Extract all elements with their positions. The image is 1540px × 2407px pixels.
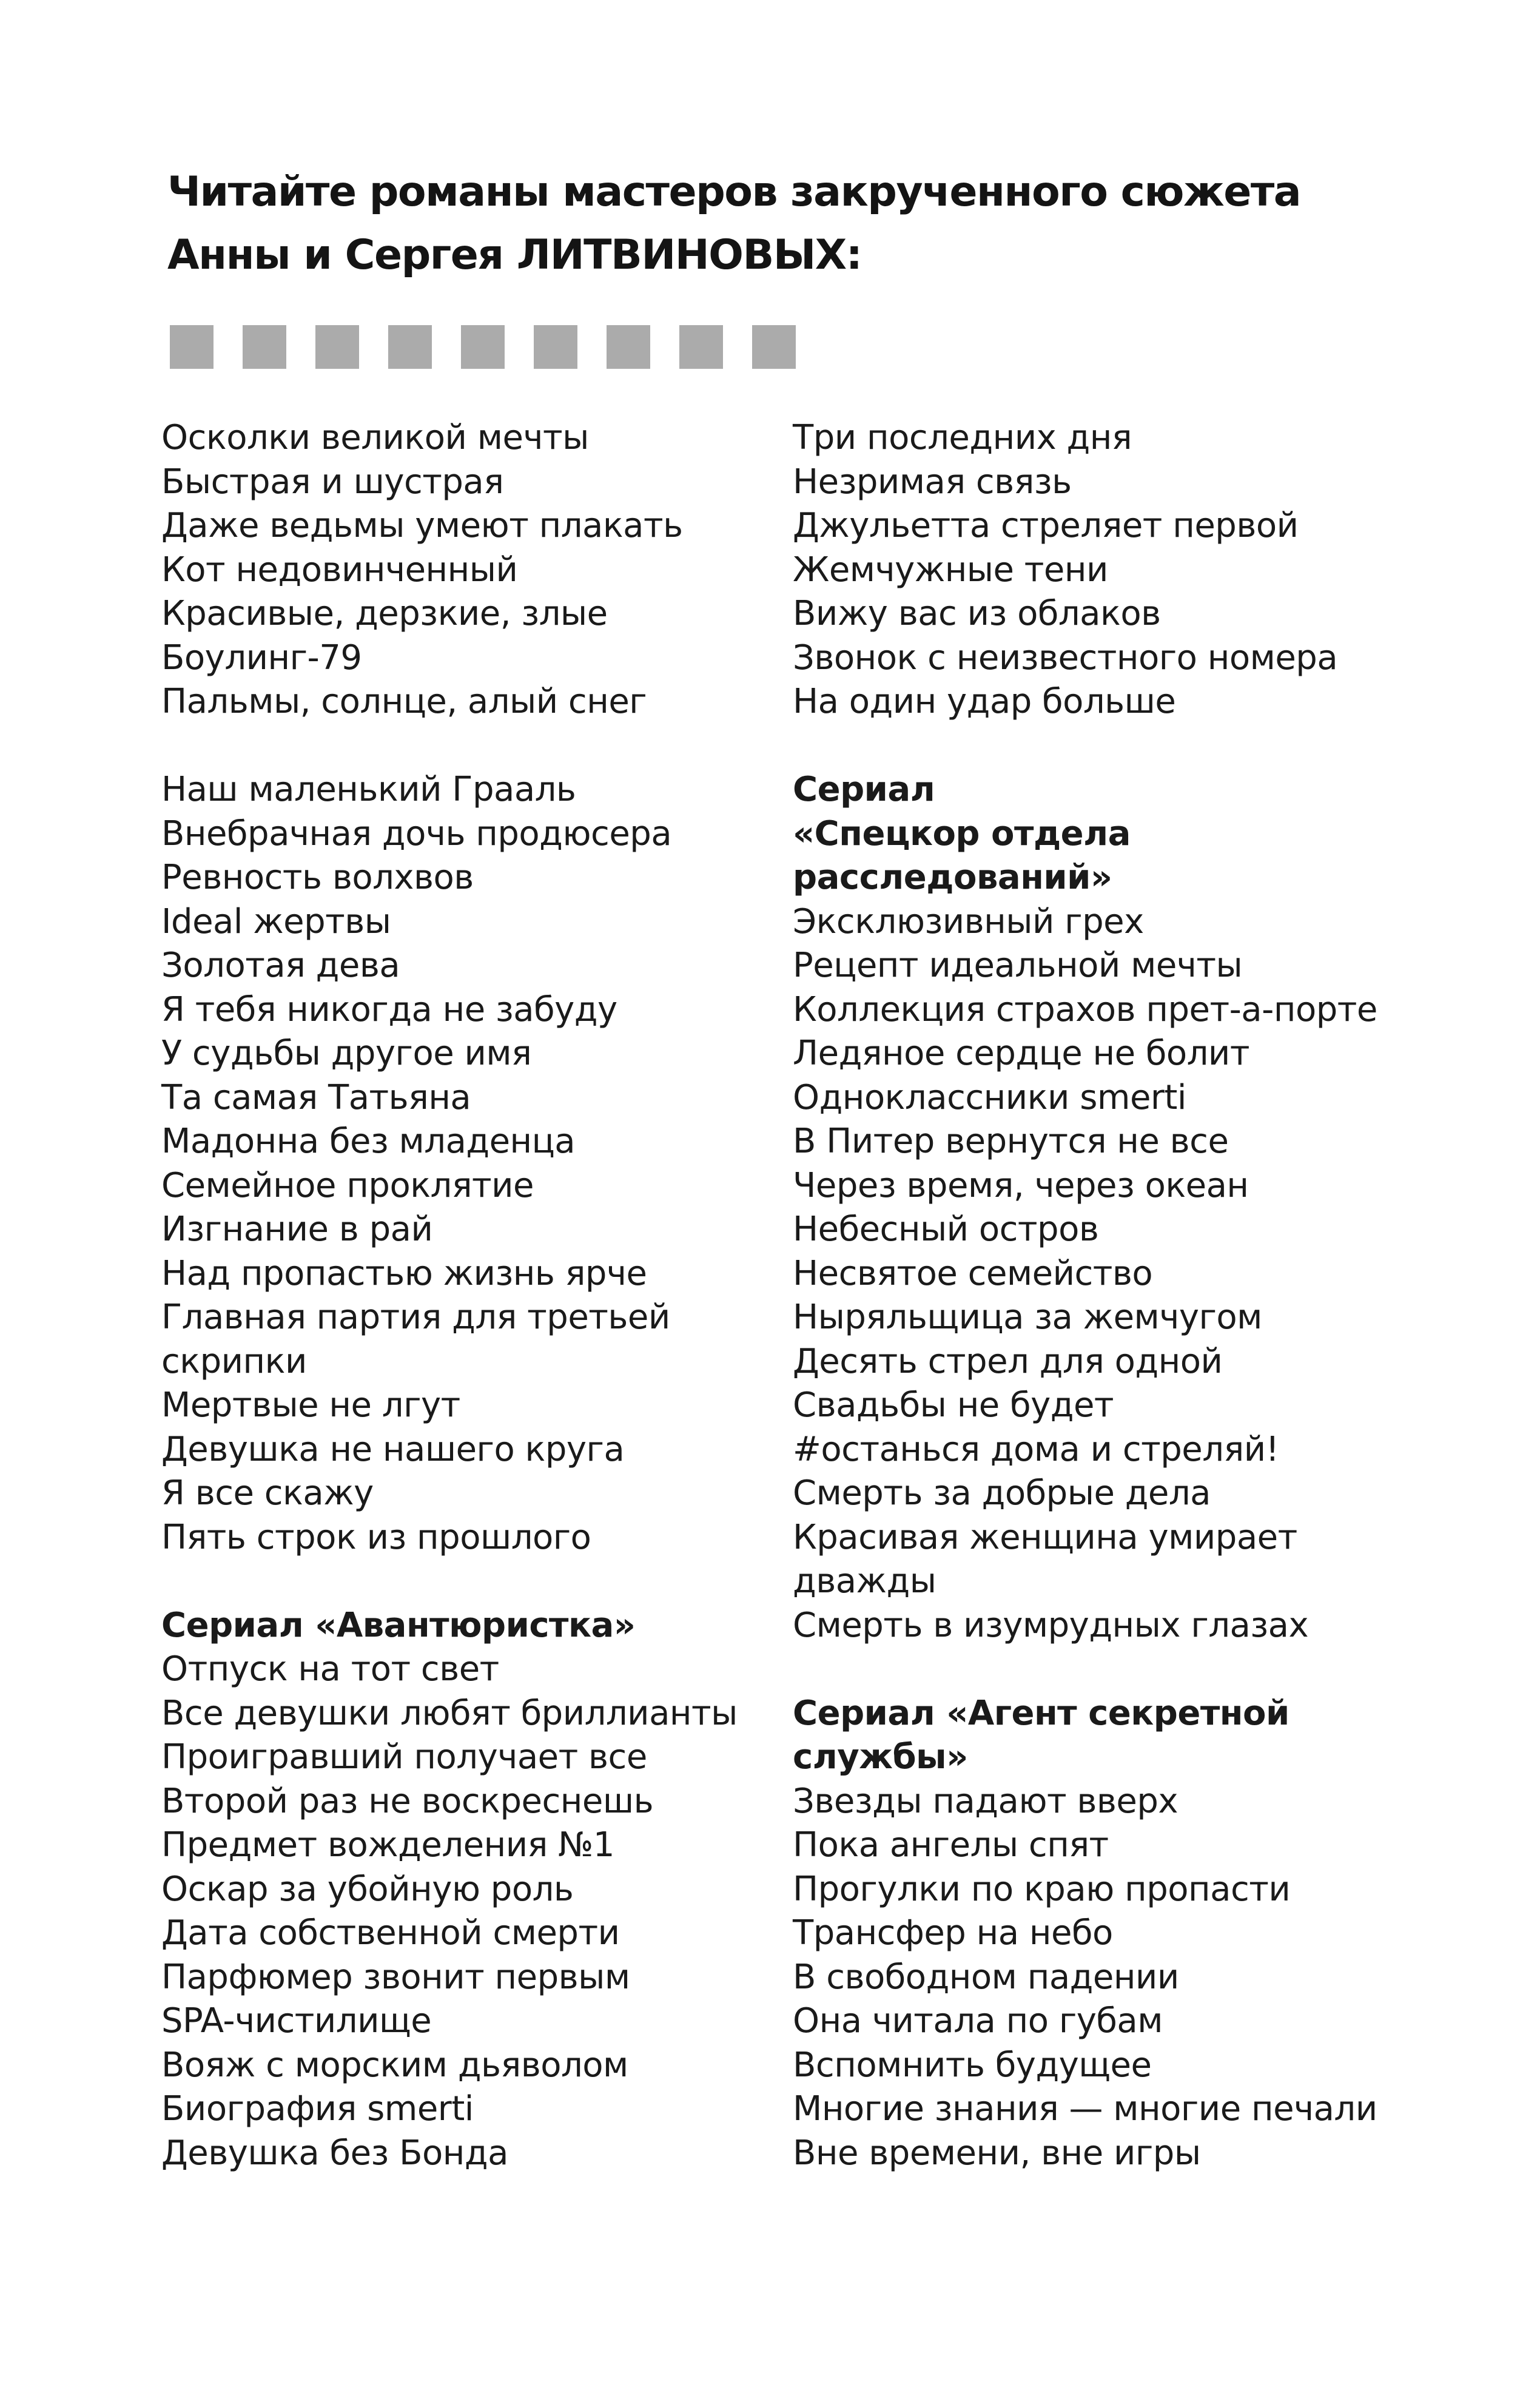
book-title: Звезды падают вверх [793,1781,1179,1821]
book-title: Я тебя никогда не забуду [161,989,617,1029]
book-title: Джульетта стреляет первой [793,506,1299,545]
decorative-square [752,325,796,369]
book-title: Она читала по губам [793,2001,1163,2041]
book-title: В свободном падении [793,1957,1179,1997]
book-title: Вспомнить будущее [793,2045,1152,2085]
book-title: Я все скажу [161,1473,374,1513]
decorative-square [534,325,577,369]
series-speckor [793,768,1490,1648]
heading-line-2: Анны и Сергея ЛИТВИНОВЫХ: [167,231,862,279]
decorative-square [243,325,286,369]
book-title: Три последних дня [793,418,1132,457]
book-title: Пока ангелы спят [793,1825,1109,1865]
book-title: Звонок с неизвестного номера [793,638,1338,678]
right-group-1 [793,416,1490,724]
book-title: Пальмы, солнце, алый снег [161,682,647,721]
book-title: Через время, через океан [793,1165,1249,1205]
book-title: скрипки [161,1341,307,1381]
decorative-square [679,325,723,369]
series-title: Сериал «Авантюристка» [161,1605,636,1645]
book-title: Боулинг-79 [161,638,362,678]
book-title: Ныряльщица за жемчугом [793,1298,1262,1337]
book-title: Ревность волхвов [161,858,474,897]
book-title: Прогулки по краю пропасти [793,1869,1291,1909]
book-title: Дата собственной смерти [161,1913,620,1953]
book-title: Несвятое семейство [793,1253,1153,1293]
book-title: Мертвые не лгут [161,1385,460,1425]
book-title: Красивая женщина умирает [793,1517,1297,1557]
book-title: Та самая Татьяна [161,1077,471,1117]
book-title: SPA-чистилище [161,2001,432,2041]
series-title [793,1692,1490,1780]
book-title: Ледяное сердце не болит [793,1034,1249,1073]
book-title: Красивые, дерзкие, злые [161,594,608,633]
book-title: Девушка без Бонда [161,2133,508,2173]
book-title: Смерть в изумрудных глазах [793,1605,1309,1645]
decorative-square [607,325,650,369]
book-title: Парфюмер звонит первым [161,1957,630,1997]
book-title: Золотая дева [161,946,400,985]
series-book-list [161,1648,768,2175]
book-title: Одноклассники smerti [793,1077,1186,1117]
book-title: Внебрачная дочь продюсера [161,813,672,853]
book-title: У судьбы другое имя [161,1034,532,1073]
left-group-1 [161,416,768,724]
book-title: Свадьбы не будет [793,1385,1114,1425]
book-title: Вижу вас из облаков [793,594,1161,633]
series-title-line: «Спецкор отдела [793,813,1131,853]
book-title: В Питер вернутся не все [793,1122,1229,1161]
series-title-line: Сериал «Агент секретной [793,1693,1289,1733]
book-title: Незримая связь [793,462,1072,502]
book-title: Отпуск на тот свет [161,1649,499,1689]
book-title: Второй раз не воскреснешь [161,1781,654,1821]
series-title [793,768,1490,900]
book-title: Все девушки любят бриллианты [161,1693,738,1733]
left-column [161,416,768,2175]
series-book-list [793,900,1490,1648]
book-title: Ideal жертвы [161,901,391,941]
book-title: Предмет вожделения №1 [161,1825,614,1865]
book-title: Десять стрел для одной [793,1341,1223,1381]
book-title: Вне времени, вне игры [793,2133,1201,2173]
series-title-line: службы» [793,1737,968,1777]
book-title: Биография smerti [161,2089,474,2129]
book-title: Проигравший получает все [161,1737,647,1777]
book-title: Наш маленький Грааль [161,770,576,809]
book-title: Небесный остров [793,1210,1099,1249]
book-title: Жемчужные тени [793,550,1108,590]
book-title: На один удар больше [793,682,1176,721]
book-title: Пять строк из прошлого [161,1517,591,1557]
decorative-square [315,325,359,369]
right-column [793,416,1490,2175]
book-title: Быстрая и шустрая [161,462,504,502]
book-title: Оскар за убойную роль [161,1869,574,1909]
series-title-line: Сериал [793,770,935,809]
decorative-squares [170,325,796,369]
page-heading [167,161,1411,287]
book-title: Семейное проклятие [161,1165,534,1205]
series-adventuress [161,1604,768,2176]
book-title: Над пропастью жизнь ярче [161,1253,647,1293]
book-title: дважды [793,1561,936,1601]
book-title: Кот недовинченный [161,550,518,590]
book-title: Мадонна без младенца [161,1122,576,1161]
book-title: Коллекция страхов прет-а-порте [793,989,1377,1029]
series-title-line: расследований» [793,858,1112,897]
book-title: Трансфер на небо [793,1913,1113,1953]
book-title: Смерть за добрые дела [793,1473,1211,1513]
book-title: Главная партия для третьей [161,1298,670,1337]
decorative-square [170,325,214,369]
book-title: Вояж с морским дьяволом [161,2045,628,2085]
book-title: Даже ведьмы умеют плакать [161,506,683,545]
heading-line-1: Читайте романы мастеров закрученного сюжета [167,168,1301,216]
left-group-2 [161,768,768,1560]
decorative-square [388,325,432,369]
book-title: Девушка не нашего круга [161,1429,625,1469]
book-title: Рецепт идеальной мечты [793,946,1243,985]
series-book-list [793,1780,1490,2176]
decorative-square [461,325,505,369]
series-agent [793,1692,1490,2176]
book-title: #останься дома и стреляй! [793,1429,1279,1469]
book-title: Многие знания — многие печали [793,2089,1377,2129]
book-title: Осколки великой мечты [161,418,589,457]
book-title: Изгнание в рай [161,1210,433,1249]
book-title: Эксклюзивный грех [793,901,1144,941]
